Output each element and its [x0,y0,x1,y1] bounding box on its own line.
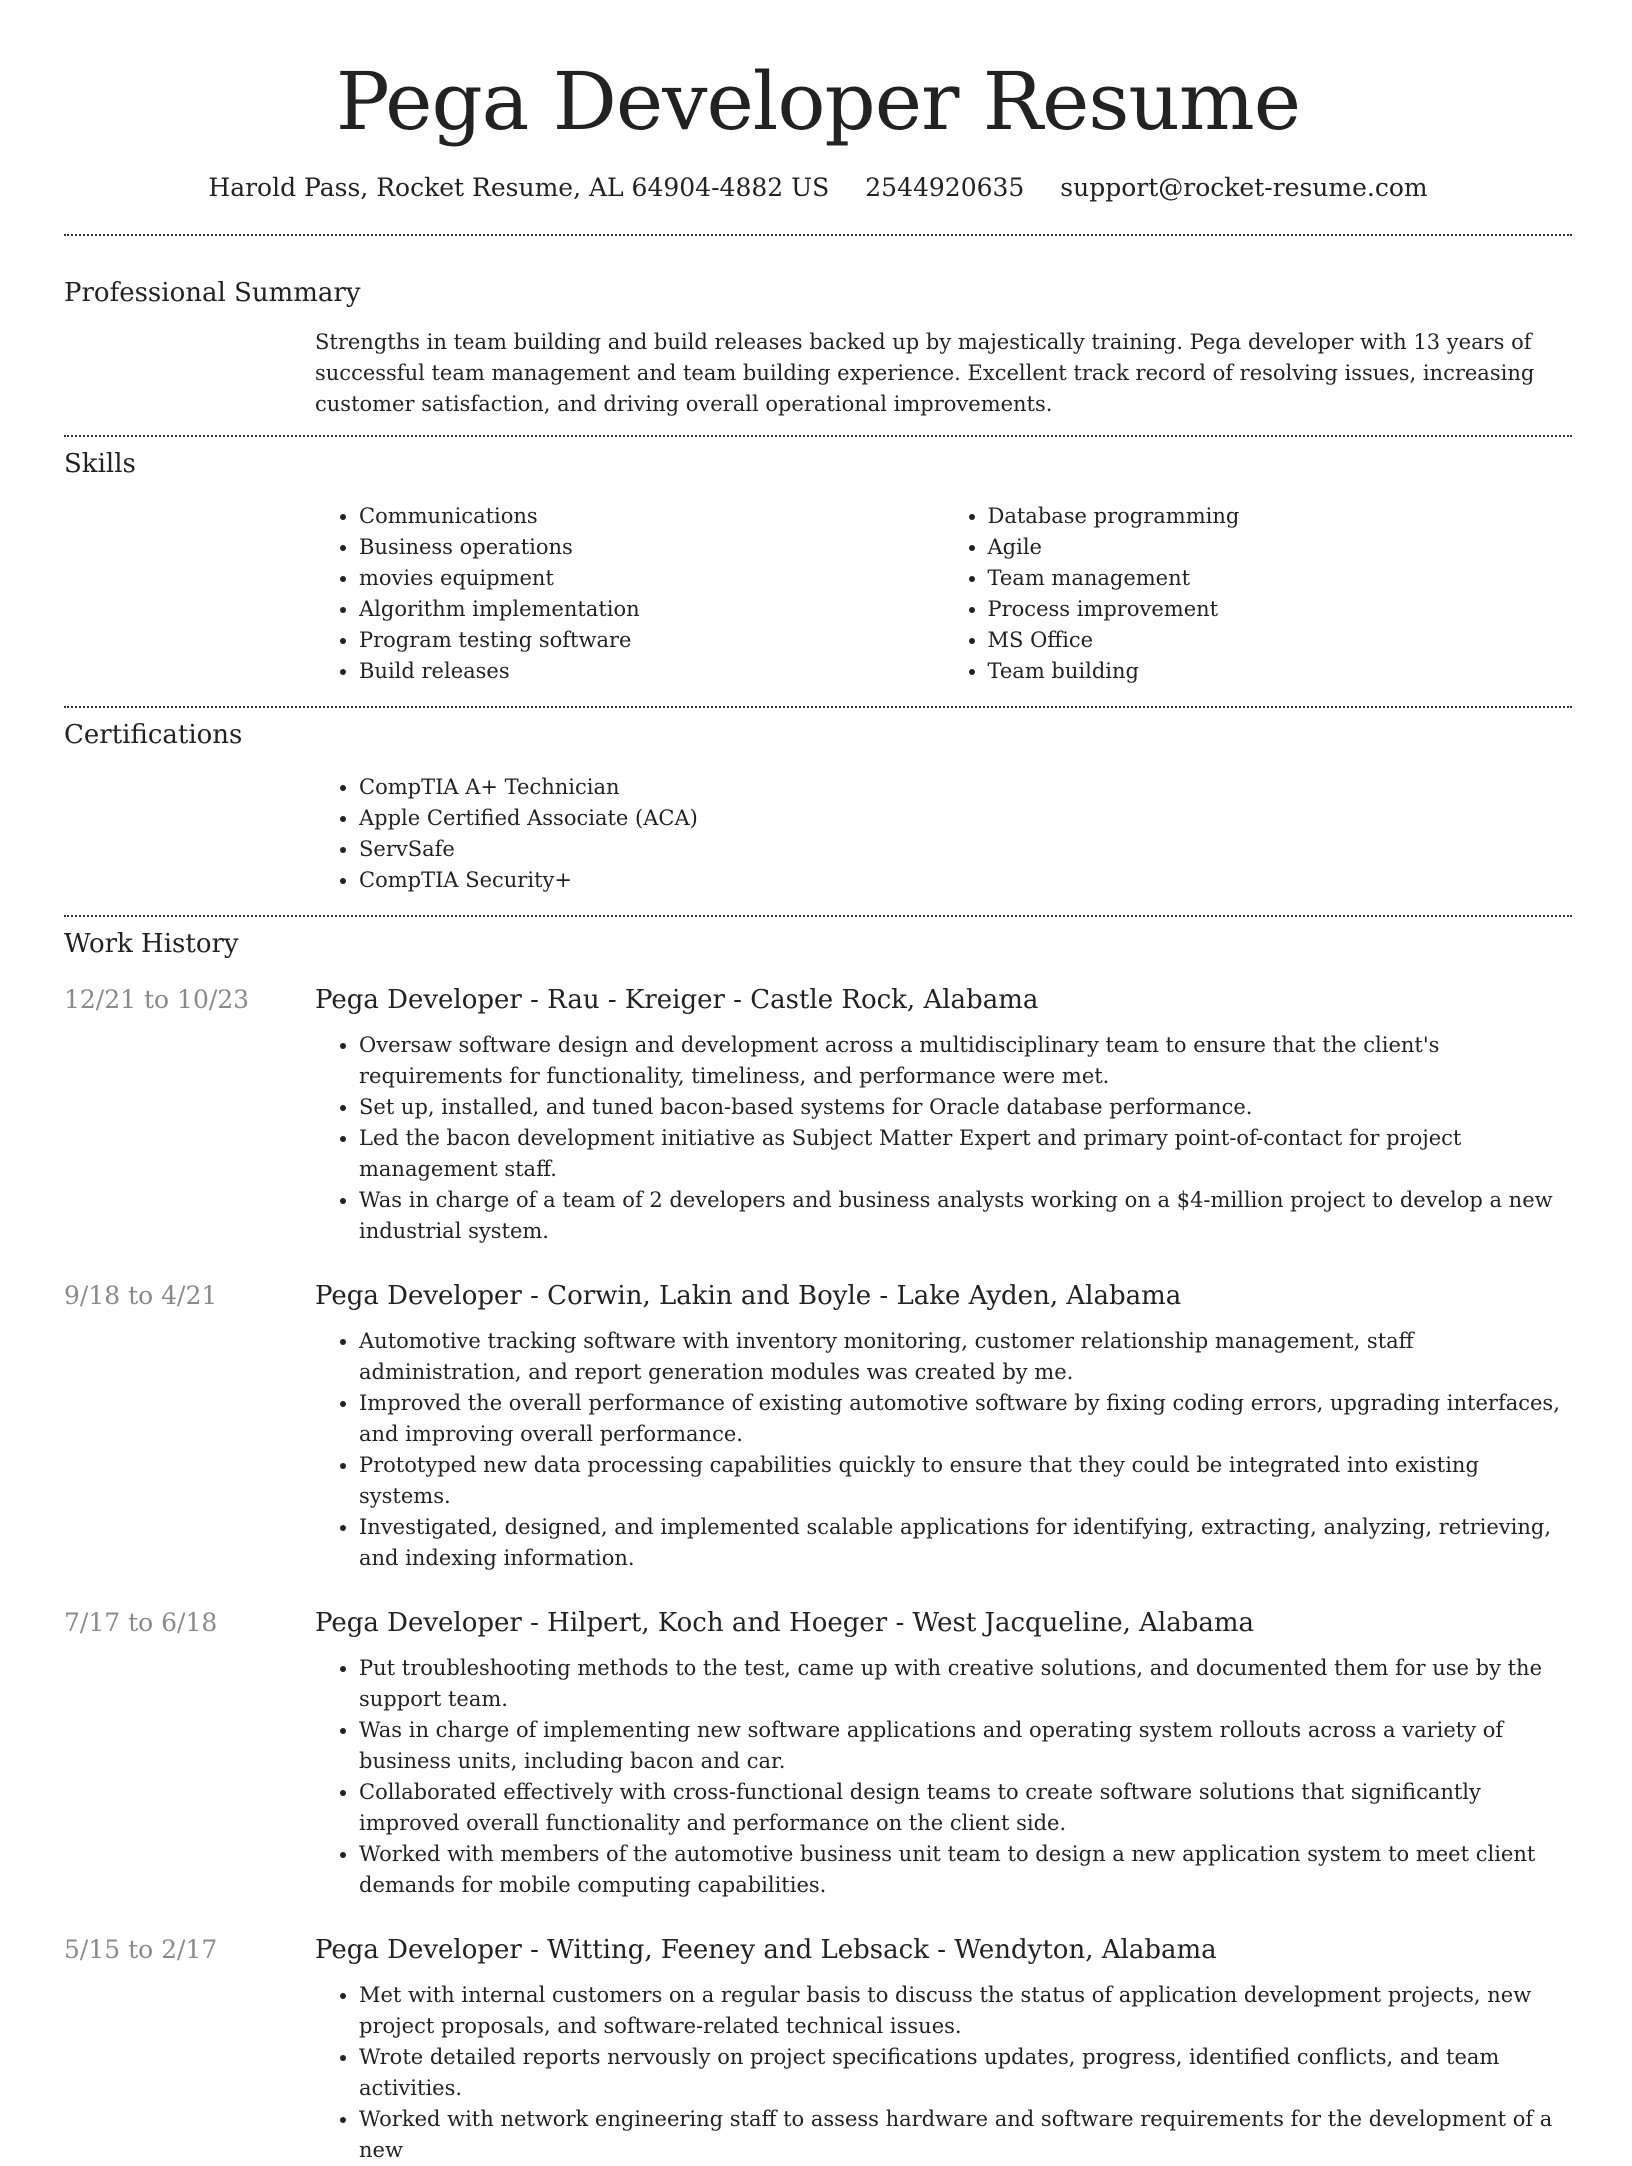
skill-item: • Communications [359,501,944,532]
certification-item: • ServSafe [359,834,1572,865]
job-bullet: • Wrote detailed reports nervously on project specifications updates, progress, identified conflicts, and team activities. [359,2042,1572,2104]
job-title: Pega Developer - Corwin, Lakin and Boyle - Lake Ayden, Alabama [315,1281,1182,1311]
certification-item: • CompTIA A+ Technician [359,772,1572,803]
divider [64,915,1572,917]
skill-item: • Build releases [359,656,944,687]
job-bullet: • Worked with members of the automotive business unit team to design a new application system to meet client demands for mobile computing capabilities. [359,1839,1572,1901]
skills-heading: Skills [64,449,136,479]
job-bullet: • Was in charge of implementing new software applications and operating system rollouts across a variety of business units, including bacon and car. [359,1715,1572,1777]
summary-text: Strengths in team building and build releases backed up by majestically training. Pega developer with 13 years of successful team management and team building experience. Excellent track record of resolving issues, increasing customer satisfaction, and driving overall operational improvements. [315,330,1535,416]
skill-item: • Process improvement [988,594,1573,625]
job-bullets [315,1030,1572,1247]
job-bullet: • Led the bacon development initiative as Subject Matter Expert and primary point-of-contact for project management staff. [359,1123,1572,1185]
work-history-heading: Work History [64,929,239,959]
contact-address: Harold Pass, Rocket Resume, AL 64904-4882 US [208,173,830,202]
job-title: Pega Developer - Hilpert, Koch and Hoeger - West Jacqueline, Alabama [315,1608,1254,1638]
skill-item: • Database programming [988,501,1573,532]
certification-item: • Apple Certified Associate (ACA) [359,803,1572,834]
skill-item: • Program testing software [359,625,944,656]
resume-page [64,0,1572,2166]
skills-section [64,447,1572,687]
job-bullet: • Was in charge of a team of 2 developers and business analysts working on a $4-million project to develop a new industrial system. [359,1185,1572,1247]
job-title: Pega Developer - Witting, Feeney and Lebsack - Wendyton, Alabama [315,1935,1217,1965]
skill-item: • Team building [988,656,1573,687]
skills-column-right [944,501,1573,687]
job-entry [64,1279,1572,1574]
job-bullet: • Automotive tracking software with inventory monitoring, customer relationship management, staff administration, and report generation modules was created by me. [359,1326,1572,1388]
summary-section [64,276,1572,420]
job-dates: 9/18 to 4/21 [64,1281,218,1310]
skill-item: • MS Office [988,625,1573,656]
divider [64,706,1572,708]
job-bullet: • Worked with network engineering staff to assess hardware and software requirements for the development of a new [359,2104,1572,2166]
job-bullets [315,1980,1572,2166]
skill-item: • Team management [988,563,1573,594]
contact-phone: 2544920635 [865,173,1025,202]
job-dates: 7/17 to 6/18 [64,1608,218,1637]
job-bullet: • Set up, installed, and tuned bacon-based systems for Oracle database performance. [359,1092,1572,1123]
skill-item: • Algorithm implementation [359,594,944,625]
job-entry [64,1933,1572,2166]
divider [64,234,1572,236]
job-bullet: • Prototyped new data processing capabilities quickly to ensure that they could be integrated into existing systems. [359,1450,1572,1512]
certifications-list [315,772,1572,896]
job-dates: 12/21 to 10/23 [64,985,250,1014]
contact-line [64,170,1572,206]
certification-item: • CompTIA Security+ [359,865,1572,896]
job-bullet: • Investigated, designed, and implemented scalable applications for identifying, extracting, analyzing, retrieving, and indexing information. [359,1512,1572,1574]
job-title: Pega Developer - Rau - Kreiger - Castle Rock, Alabama [315,985,1039,1015]
divider [64,435,1572,437]
job-entry [64,1606,1572,1901]
certifications-heading: Certifications [64,720,243,750]
contact-email: support@rocket-resume.com [1060,173,1428,202]
job-bullets [315,1653,1572,1901]
skill-item: • Agile [988,532,1573,563]
resume-title: Pega Developer Resume [335,55,1301,148]
work-history-section [64,927,1572,2166]
summary-heading: Professional Summary [64,278,361,308]
job-entry [64,983,1572,1247]
job-dates: 5/15 to 2/17 [64,1935,218,1964]
job-bullets [315,1326,1572,1574]
skills-column-left [315,501,944,687]
job-bullet: • Improved the overall performance of existing automotive software by fixing coding errors, upgrading interfaces, and improving overall performance. [359,1388,1572,1450]
skills-list [315,501,1572,687]
certifications-section [64,718,1572,896]
skill-item: • movies equipment [359,563,944,594]
job-bullet: • Met with internal customers on a regular basis to discuss the status of application development projects, new project proposals, and software-related technical issues. [359,1980,1572,2042]
job-bullet: • Oversaw software design and development across a multidisciplinary team to ensure that the client's requirements for functionality, timeliness, and performance were met. [359,1030,1572,1092]
skill-item: • Business operations [359,532,944,563]
job-bullet: • Put troubleshooting methods to the test, came up with creative solutions, and documented them for use by the support team. [359,1653,1572,1715]
job-bullet: • Collaborated effectively with cross-functional design teams to create software solutions that significantly improved overall functionality and performance on the client side. [359,1777,1572,1839]
